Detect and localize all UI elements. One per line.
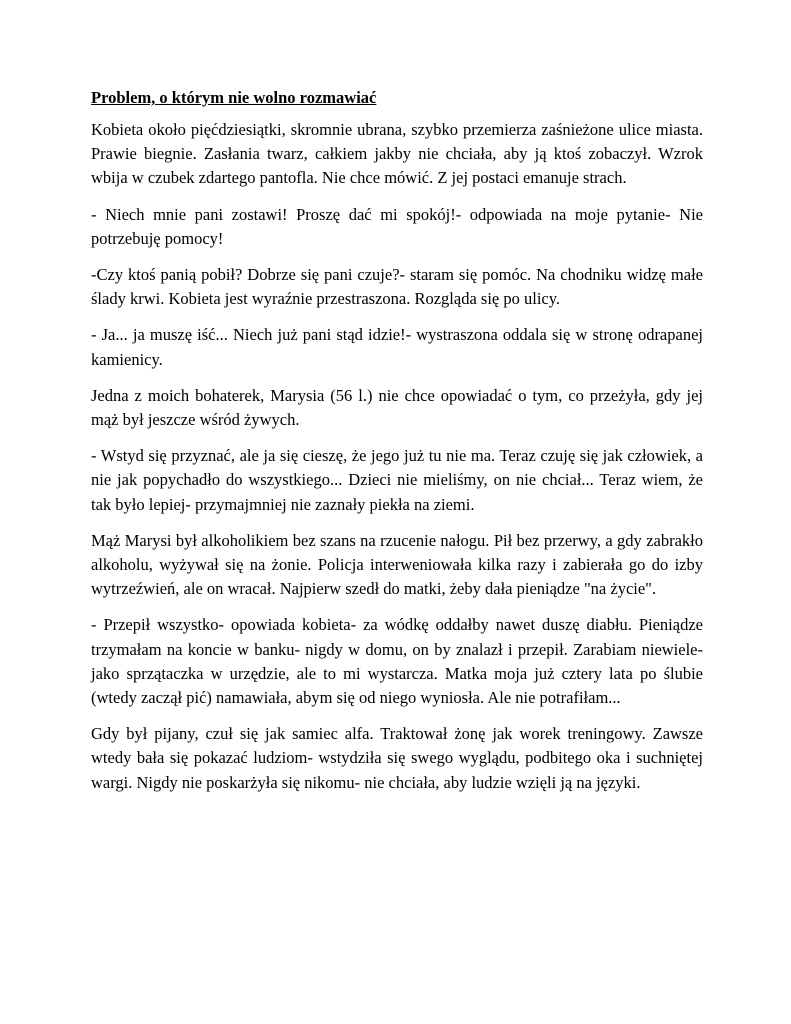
paragraph-3: -Czy ktoś panią pobił? Dobrze się pani czuje?- staram się pomóc. Na chodniku widzę małe ślady krwi. Kobieta jest wyraźnie przestraszona. Rozgląda się po ulicy. bbox=[91, 265, 703, 309]
paragraph-6: - Wstyd się przyznać, ale ja się cieszę, że jego już tu nie ma. Teraz czuję się jak człowiek, a nie jak popychadło do wszystkiego... Dzieci nie mieliśmy, on nie chciał... Teraz wiem, że tak było lepiej- przymajmniej nie zaznały piekła na ziemi. bbox=[91, 446, 703, 514]
paragraph-8: - Przepił wszystko- opowiada kobieta- za wódkę oddałby nawet duszę diabłu. Pieniądze trzymałam na koncie w banku- nigdy w domu, on by znalazł i przepił. Zarabiam niewiele- jako sprzątaczka w urzędzie, ale to mi wystarcza. Matka moja już cztery lata po ślubie (wtedy zaczął pić) namawiała, abym się od niego wyniosła. Ale nie potrafiłam... bbox=[91, 615, 703, 708]
paragraph-1: Kobieta około pięćdziesiątki, skromnie ubrana, szybko przemierza zaśnieżone ulice miasta. Prawie biegnie. Zasłania twarz, całkiem jakby nie chciała, aby ją ktoś zobaczył. Wzrok wbija w czubek zdartego pantofla. Nie chce mówić. Z jej postaci emanuje strach. bbox=[91, 120, 703, 188]
paragraph-5: Jedna z moich bohaterek, Marysia (56 l.) nie chce opowiadać o tym, co przeżyła, gdy jej mąż był jeszcze wśród żywych. bbox=[91, 385, 703, 430]
paragraph-4: - Ja... ja muszę iść... Niech już pani stąd idzie!- wystraszona oddala się w stronę odrapanej kamienicy. bbox=[91, 325, 703, 369]
paragraph-2: - Niech mnie pani zostawi! Proszę dać mi spokój!- odpowiada na moje pytanie- Nie potrzebuję pomocy! bbox=[91, 204, 703, 248]
paragraph-7: Mąż Marysi był alkoholikiem bez szans na rzucenie nałogu. Pił bez przerwy, a gdy zabrakło alkoholu, wyżywał się na żonie. Policja interweniowała kilka razy i zabierała go do izby wytrzeźwień, ale on wracał. Najpierw szedł do matki, żeby dała pieniądze "na życie". bbox=[91, 530, 703, 599]
document-title: Problem, o którym nie wolno rozmawiać bbox=[91, 88, 377, 107]
paragraph-9: Gdy był pijany, czuł się jak samiec alfa. Traktował żonę jak worek treningowy. Zawsze wtedy bała się pokazać ludziom- wstydziła się swego wyglądu, podbitego oka i suchniętej wargi. Nigdy nie poskarżyła się nikomu- nie chciała, aby ludzie wzięli ją na języki. bbox=[91, 724, 703, 792]
document-page bbox=[91, 86, 703, 807]
